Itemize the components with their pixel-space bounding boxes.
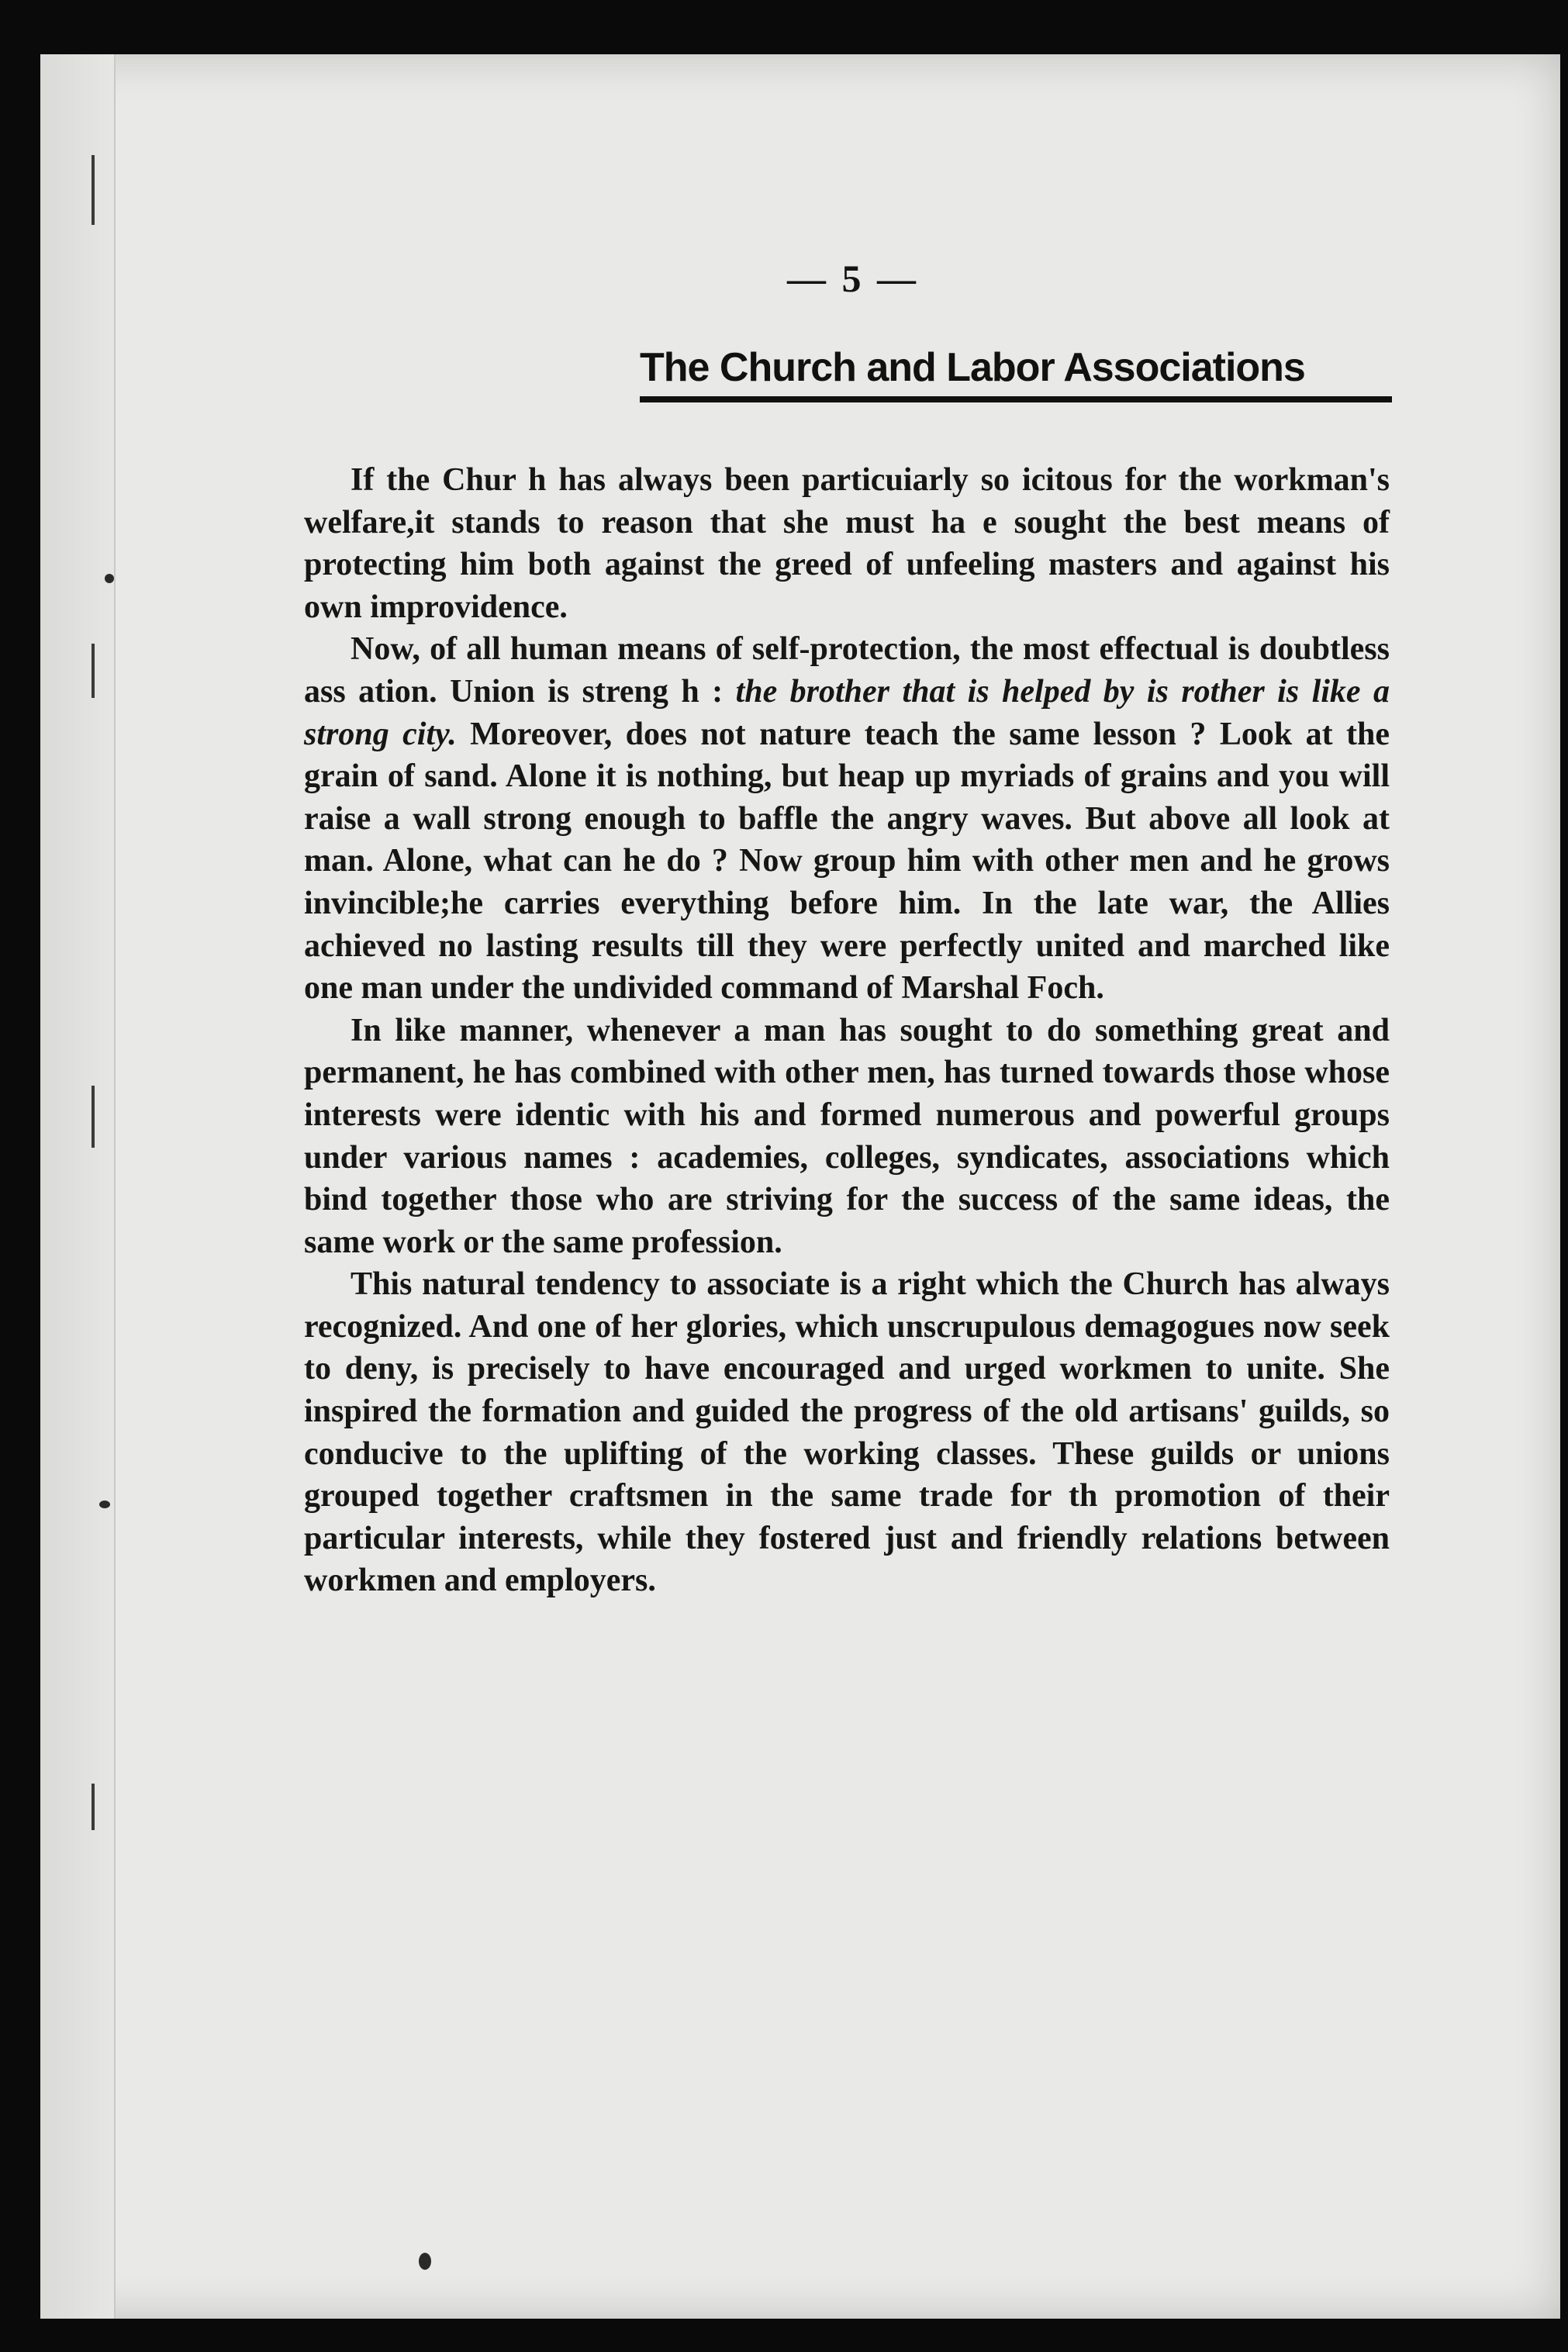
ink-speck [105,574,114,583]
paragraph [304,1263,1390,1602]
italic-quotation: the brother that is helped by is rother is like a strong city. [304,673,1390,752]
paragraph-text: Moreover, does not nature teach the same lesson ? Look at the grain of sand. Alone it is nothing, but heap up myriads of grains and you will raise a wall strong enough to baffle the angry waves. But above all look at man. Alone, what can he do ? Now group him with other men and he grows invincible;he carries everything before him. In the late war, the Allies achieved no lasting results till they were perfectly united and marched like one man under the undivided command of Marshal Foch. [304,716,1390,1007]
paragraph-text: This natural tendency to associate is a right which the Church has always recognized. And one of her glories, which unscrupulous demagogues now seek to deny, is precisely to have encouraged and urged workmen to unite. She inspired the formation and guided the progress of the old artisans' guilds, so conducive to the uplifting of the working classes. These guilds or unions grouped together craftsmen in the same trade for th promotion of their particular interests, while they fostered just and friendly relations between workmen and employers. [304,1266,1390,1599]
paragraph-text: Now, of all human means of self-protection, the most effectual is doubtless ass ation. Union is streng h : [304,631,1390,710]
body-text [304,459,1390,1602]
chapter-title: The Church and Labor Associations [640,345,1392,402]
gutter-mark [92,644,95,698]
ink-speck [419,2253,431,2270]
paragraph [304,459,1390,628]
gutter-mark [92,1086,95,1148]
paragraph-text: In like manner, whenever a man has sought to do something great and permanent, he has combined with other men, has turned towards those whose interests were identic with his and formed numerous and powerful groups under various names : academies, colleges, syndicates, associations which bind together those who are striving for the success of the same ideas, the same work or the same profession. [304,1012,1390,1260]
paragraph-text: If the Chur h has always been particuiarly so icitous for the workman's welfare,it stands to reason that she must ha e sought the best means of protecting him both against the greed of unfeeling masters and against his own improvidence. [304,462,1390,625]
page-number: — 5 — [787,257,919,300]
left-page-edge [40,54,116,2319]
gutter-mark [92,1784,95,1830]
gutter-mark [92,155,95,225]
ink-speck [99,1501,110,1508]
paragraph [304,1010,1390,1264]
paragraph [304,628,1390,1009]
